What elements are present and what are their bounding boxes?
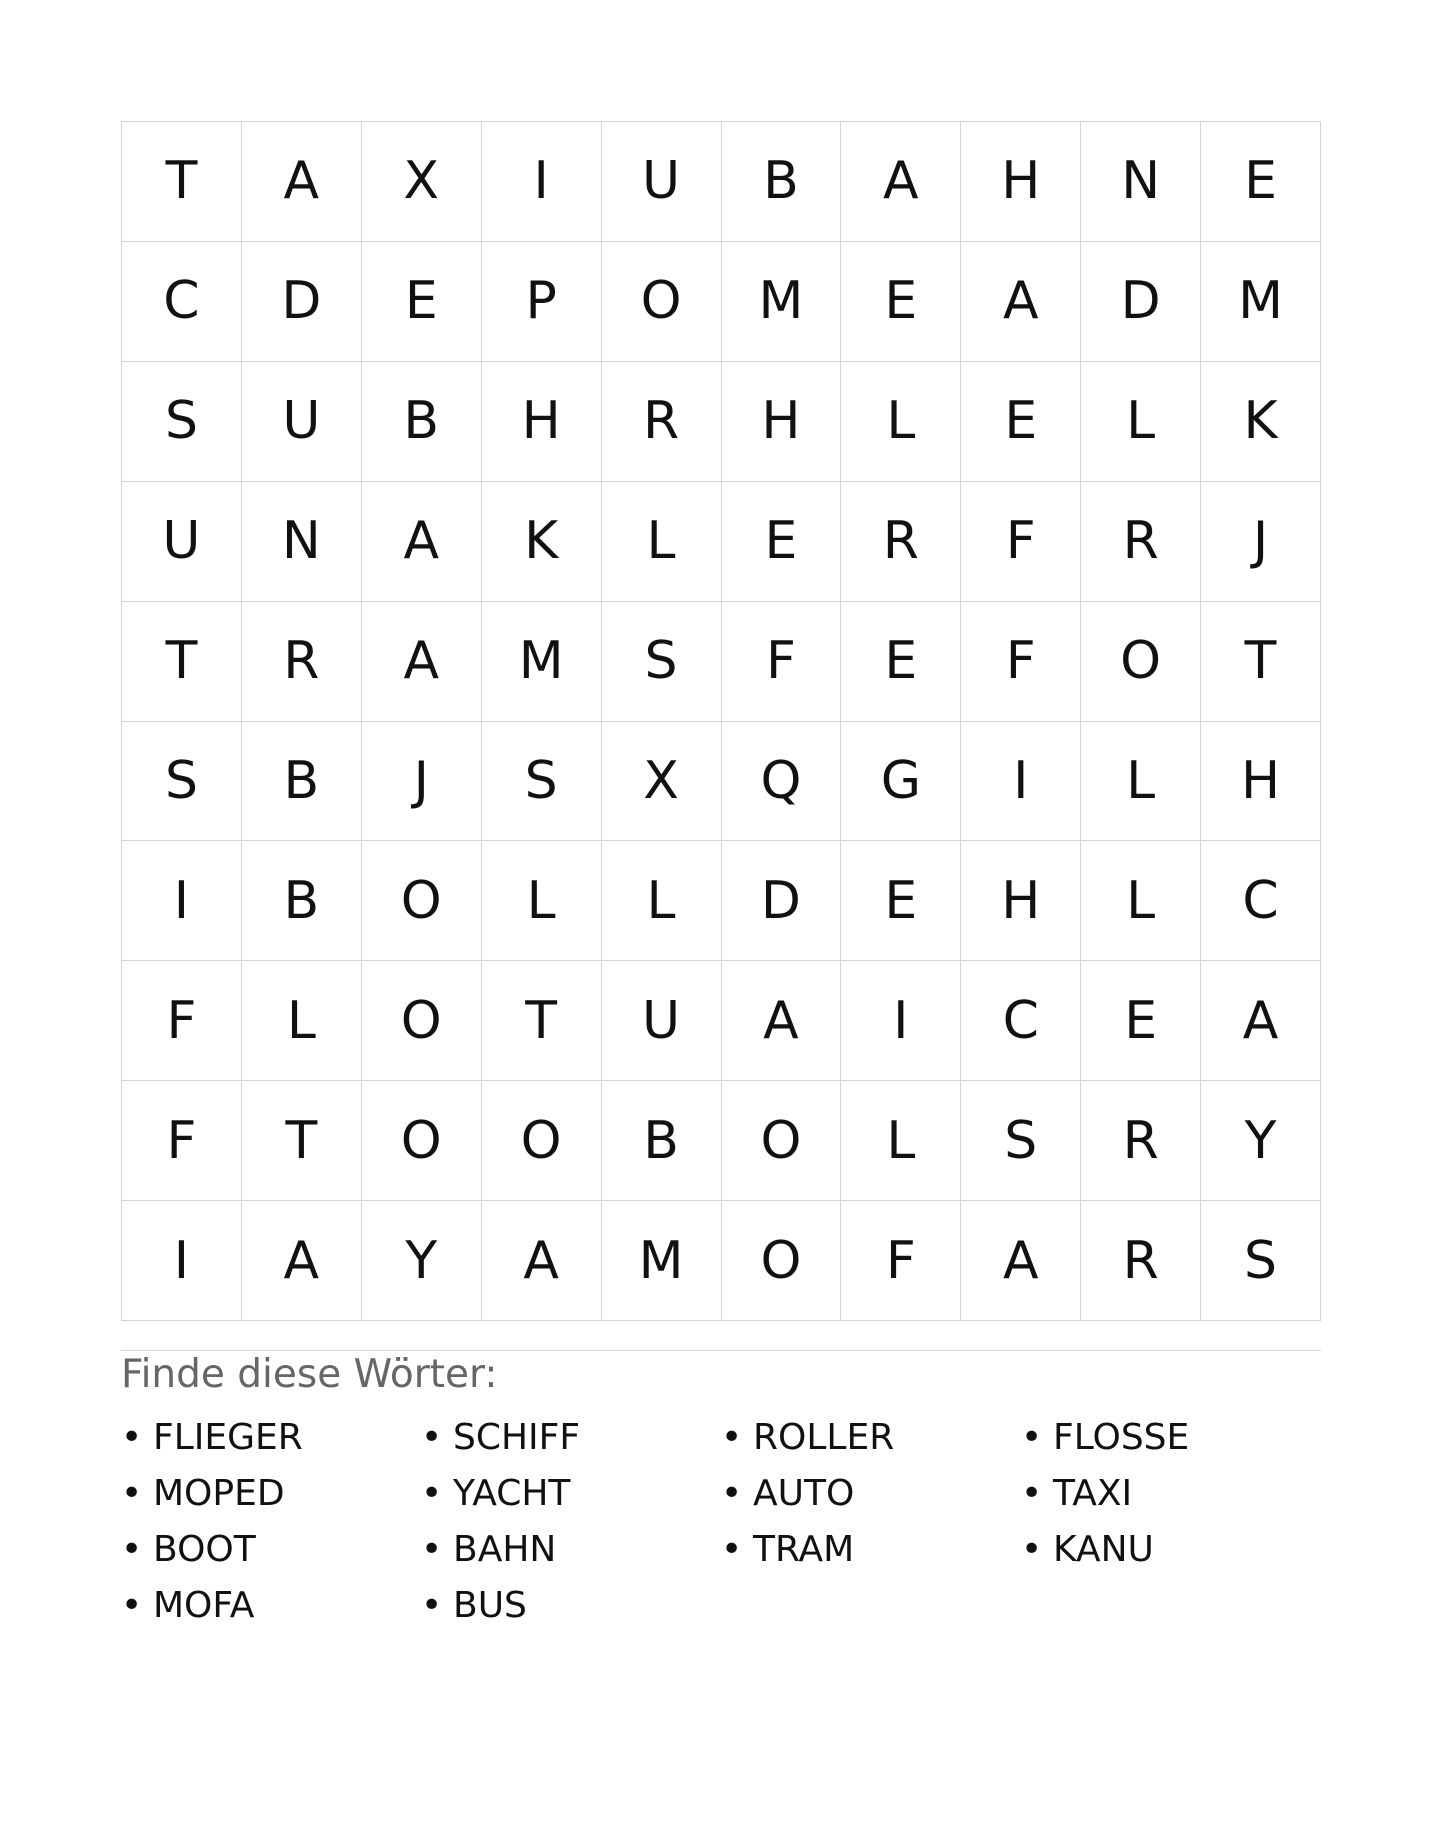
grid-cell[interactable]: A	[482, 1201, 602, 1321]
grid-cell[interactable]: S	[602, 602, 722, 722]
grid-cell[interactable]: F	[841, 1201, 961, 1321]
grid-cell[interactable]: O	[362, 1081, 482, 1201]
grid-cell[interactable]: C	[122, 242, 242, 362]
grid-cell[interactable]: L	[1081, 841, 1201, 961]
grid-cell[interactable]: E	[722, 482, 842, 602]
bullet-icon: •	[721, 1473, 743, 1514]
word-label: TRAM	[753, 1529, 855, 1570]
word-label: YACHT	[453, 1473, 571, 1514]
word-label: TAXI	[1053, 1473, 1133, 1514]
grid-cell[interactable]: A	[242, 1201, 362, 1321]
word-label: BAHN	[453, 1529, 557, 1570]
word-label: FLIEGER	[153, 1417, 303, 1458]
grid-cell[interactable]: R	[1081, 1081, 1201, 1201]
divider	[121, 1350, 1321, 1351]
grid-cell[interactable]: K	[1201, 362, 1321, 482]
word-list-item	[721, 1522, 1021, 1578]
grid-cell[interactable]: A	[722, 961, 842, 1081]
bullet-icon: •	[121, 1585, 143, 1626]
word-list-item	[721, 1410, 1021, 1466]
grid-cell[interactable]: A	[1201, 961, 1321, 1081]
grid-cell[interactable]: D	[242, 242, 362, 362]
word-list	[121, 1410, 1321, 1634]
grid-cell[interactable]: O	[722, 1081, 842, 1201]
word-label: MOPED	[153, 1473, 285, 1514]
grid-cell[interactable]: O	[722, 1201, 842, 1321]
bullet-icon: •	[121, 1529, 143, 1570]
grid-cell[interactable]: I	[482, 122, 602, 242]
bullet-icon: •	[421, 1417, 443, 1458]
grid-cell[interactable]: T	[122, 122, 242, 242]
bullet-icon: •	[421, 1529, 443, 1570]
bullet-icon: •	[421, 1585, 443, 1626]
grid-cell[interactable]: H	[722, 362, 842, 482]
grid-cell[interactable]: X	[362, 122, 482, 242]
word-label: FLOSSE	[1053, 1417, 1190, 1458]
grid-cell[interactable]: I	[841, 961, 961, 1081]
grid-cell[interactable]: F	[122, 1081, 242, 1201]
grid-cell[interactable]: G	[841, 722, 961, 842]
word-list-item	[421, 1466, 721, 1522]
grid-cell[interactable]: I	[961, 722, 1081, 842]
word-list-heading: Finde diese Wörter:	[121, 1352, 498, 1397]
grid-cell[interactable]: E	[841, 841, 961, 961]
grid-cell[interactable]: L	[1081, 722, 1201, 842]
grid-cell[interactable]: M	[1201, 242, 1321, 362]
grid-cell[interactable]: B	[722, 122, 842, 242]
word-list-item	[421, 1578, 721, 1634]
word-list-item	[121, 1410, 421, 1466]
grid-cell[interactable]: L	[602, 482, 722, 602]
bullet-icon: •	[121, 1473, 143, 1514]
word-label: KANU	[1053, 1529, 1154, 1570]
word-label: SCHIFF	[453, 1417, 581, 1458]
grid-cell[interactable]: F	[961, 482, 1081, 602]
word-label: BUS	[453, 1585, 527, 1626]
bullet-icon: •	[421, 1473, 443, 1514]
grid-cell[interactable]: H	[1201, 722, 1321, 842]
bullet-icon: •	[1021, 1417, 1043, 1458]
grid-cell[interactable]: F	[122, 961, 242, 1081]
word-list-item	[721, 1466, 1021, 1522]
grid-cell[interactable]: H	[961, 841, 1081, 961]
grid-cell[interactable]: P	[482, 242, 602, 362]
grid-cell[interactable]: L	[1081, 362, 1201, 482]
grid-cell[interactable]: H	[961, 122, 1081, 242]
word-list-item	[121, 1466, 421, 1522]
bullet-icon: •	[1021, 1529, 1043, 1570]
letter-grid	[121, 121, 1321, 1321]
word-list-item	[1021, 1410, 1321, 1466]
word-label: BOOT	[153, 1529, 256, 1570]
grid-cell[interactable]: Y	[362, 1201, 482, 1321]
grid-cell[interactable]: B	[242, 722, 362, 842]
word-list-item	[121, 1522, 421, 1578]
grid-cell[interactable]: E	[1081, 961, 1201, 1081]
grid-cell[interactable]: I	[122, 1201, 242, 1321]
bullet-icon: •	[121, 1417, 143, 1458]
grid-cell[interactable]: B	[362, 362, 482, 482]
grid-cell[interactable]: D	[722, 841, 842, 961]
grid-cell[interactable]: C	[961, 961, 1081, 1081]
grid-cell[interactable]: H	[482, 362, 602, 482]
grid-cell[interactable]: E	[1201, 122, 1321, 242]
grid-cell[interactable]: S	[122, 362, 242, 482]
grid-cell[interactable]: B	[242, 841, 362, 961]
word-list-item	[421, 1522, 721, 1578]
grid-cell[interactable]: S	[1201, 1201, 1321, 1321]
grid-cell[interactable]: D	[1081, 242, 1201, 362]
grid-cell[interactable]: E	[362, 242, 482, 362]
grid-cell[interactable]: I	[122, 841, 242, 961]
grid-cell[interactable]: Y	[1201, 1081, 1321, 1201]
grid-cell[interactable]: R	[841, 482, 961, 602]
bullet-icon: •	[721, 1529, 743, 1570]
word-label: ROLLER	[753, 1417, 895, 1458]
grid-cell[interactable]: N	[242, 482, 362, 602]
grid-cell[interactable]: T	[242, 1081, 362, 1201]
word-label: AUTO	[753, 1473, 855, 1514]
grid-cell[interactable]: O	[362, 841, 482, 961]
bullet-icon: •	[1021, 1473, 1043, 1514]
grid-cell[interactable]: A	[362, 602, 482, 722]
grid-cell[interactable]: T	[482, 961, 602, 1081]
grid-cell[interactable]: E	[961, 362, 1081, 482]
grid-cell[interactable]: U	[122, 482, 242, 602]
grid-cell[interactable]: O	[482, 1081, 602, 1201]
word-list-item	[421, 1410, 721, 1466]
grid-cell[interactable]: R	[242, 602, 362, 722]
grid-cell[interactable]: X	[602, 722, 722, 842]
grid-cell[interactable]: Q	[722, 722, 842, 842]
grid-cell[interactable]: J	[1201, 482, 1321, 602]
grid-cell[interactable]: C	[1201, 841, 1321, 961]
grid-cell[interactable]: K	[482, 482, 602, 602]
grid-cell[interactable]: S	[482, 722, 602, 842]
grid-cell[interactable]: J	[362, 722, 482, 842]
grid-cell[interactable]: U	[602, 961, 722, 1081]
grid-cell[interactable]: L	[602, 841, 722, 961]
grid-cell[interactable]: U	[242, 362, 362, 482]
grid-cell[interactable]: R	[602, 362, 722, 482]
grid-cell[interactable]: A	[961, 1201, 1081, 1321]
grid-cell[interactable]: A	[362, 482, 482, 602]
grid-cell[interactable]: L	[242, 961, 362, 1081]
grid-cell[interactable]: N	[1081, 122, 1201, 242]
grid-cell[interactable]: S	[122, 722, 242, 842]
grid-cell[interactable]: U	[602, 122, 722, 242]
grid-cell[interactable]: L	[841, 1081, 961, 1201]
grid-cell[interactable]: E	[841, 602, 961, 722]
word-label: MOFA	[153, 1585, 255, 1626]
word-list-item	[1021, 1522, 1321, 1578]
grid-cell[interactable]: O	[362, 961, 482, 1081]
word-list-item	[121, 1578, 421, 1634]
grid-cell[interactable]: F	[722, 602, 842, 722]
grid-cell[interactable]: A	[961, 242, 1081, 362]
grid-cell[interactable]: S	[961, 1081, 1081, 1201]
grid-cell[interactable]: R	[1081, 1201, 1201, 1321]
grid-cell[interactable]: T	[122, 602, 242, 722]
grid-cell[interactable]: L	[841, 362, 961, 482]
grid-cell[interactable]: M	[482, 602, 602, 722]
grid-cell[interactable]: O	[602, 242, 722, 362]
grid-cell[interactable]: B	[602, 1081, 722, 1201]
grid-cell[interactable]: A	[841, 122, 961, 242]
word-list-item	[1021, 1466, 1321, 1522]
grid-cell[interactable]: R	[1081, 482, 1201, 602]
grid-cell[interactable]: T	[1201, 602, 1321, 722]
bullet-icon: •	[721, 1417, 743, 1458]
grid-cell[interactable]: L	[482, 841, 602, 961]
grid-cell[interactable]: O	[1081, 602, 1201, 722]
grid-cell[interactable]: M	[722, 242, 842, 362]
grid-cell[interactable]: A	[242, 122, 362, 242]
grid-cell[interactable]: M	[602, 1201, 722, 1321]
grid-cell[interactable]: E	[841, 242, 961, 362]
grid-cell[interactable]: F	[961, 602, 1081, 722]
